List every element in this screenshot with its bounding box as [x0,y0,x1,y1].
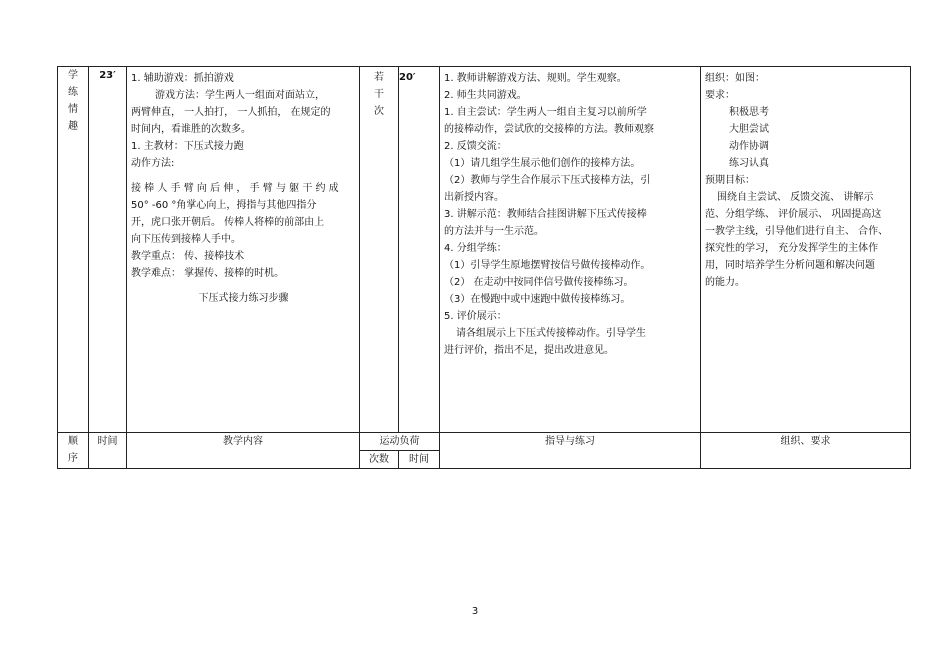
org-line: 探究性的学习， 充分发挥学生的主体作 [705,243,879,254]
lesson-plan-table [57,66,911,469]
count-value: 若干次 [374,72,384,117]
content-line: 开，虎口张开朝后。 传棒人将棒的前部由上 [131,217,325,228]
content-line: 两臂伸直， 一人拍打， 一人抓拍， 在规定的 [131,107,331,118]
guide-line: （2）教师与学生合作展示下压式接棒方法，引 [444,175,651,186]
header-count: 次数 [360,451,399,469]
guide-cell [440,67,701,433]
duration-cell [399,67,440,433]
header-content: 教学内容 [127,433,360,469]
time-value: 23′ [99,70,116,81]
org-line: 用，同时培养学生分析问题和解决问题 [705,260,875,271]
org-cell [701,67,911,433]
header-load: 运动负荷 [360,433,440,451]
content-line: 教学难点： 掌握传、接棒的时机。 [131,268,285,279]
org-line: 动作协调 [729,141,769,152]
content-line: 1. 辅助游戏：抓拍游戏 [131,73,234,84]
guide-line: （1）请几组学生展示他们创作的接棒方法。 [444,158,641,169]
content-cell [127,67,360,433]
section-cell [58,67,89,433]
content-line: 时间内，看谁胜的次数多。 [131,124,251,135]
guide-line: 1. 自主尝试：学生两人一组自主复习以前所学 [444,107,647,118]
org-line: 围绕自主尝试、 反馈交流、 讲解示 [717,192,874,203]
guide-line: 出新授内容。 [444,192,504,203]
content-line: 1. 主教材：下压式接力跑 [131,141,244,152]
section-label: 学练情趣 [68,70,78,132]
content-line: 教学重点： 传、接棒技术 [131,251,245,262]
org-line: 练习认真 [729,158,769,169]
guide-line: 2. 反馈交流： [444,141,507,152]
content-line: 游戏方法：学生两人一组面对面站立， [155,90,325,101]
org-line: 大胆尝试 [729,124,769,135]
header-seq: 顺序 [58,433,89,469]
guide-line: 的方法并与一生示范。 [444,226,544,237]
count-cell [360,67,399,433]
guide-line: （1）引导学生原地摆臂按信号做传接棒动作。 [444,260,651,271]
guide-line: 5. 评价展示： [444,311,507,322]
header-time: 时间 [89,433,127,469]
header-row [58,433,911,451]
time-cell [89,67,127,433]
lesson-row [58,67,911,433]
duration-value: 20′ [399,72,416,83]
guide-line: （2） 在走动中按同伴信号做传接棒练习。 [444,277,634,288]
org-line: 组织：如图： [705,73,765,84]
guide-line: （3）在慢跑中或中速跑中做传接棒练习。 [444,294,631,305]
header-guide: 指导与练习 [440,433,701,469]
content-line: 下压式接力练习步骤 [198,293,289,304]
guide-line: 进行评价，指出不足，提出改进意见。 [444,345,614,356]
content-line: 50° -60 °角掌心向上，拇指与其他四指分 [131,200,317,211]
guide-line: 3. 讲解示范：教师结合挂图讲解下压式传接棒 [444,209,647,220]
guide-line: 1. 教师讲解游戏方法、规则。学生观察。 [444,73,627,84]
guide-line: 的接棒动作，尝试欣的交接棒的方法。教师观察 [444,124,654,135]
org-line: 预期目标： [705,175,755,186]
org-line: 积极思考 [729,107,769,118]
content-line: 向下压传到接棒人手中。 [131,234,241,245]
org-line: 的能力。 [705,277,745,288]
guide-line: 2. 师生共同游戏。 [444,90,527,101]
org-line: 一教学主线，引导他们进行自主、 合作、 [705,226,889,237]
content-line: 动作方法: [131,158,175,169]
guide-line: 4. 分组学练： [444,243,507,254]
guide-line: 请各组展示上下压式传接棒动作。引导学生 [456,328,646,339]
page-number: 3 [471,606,479,617]
org-line: 要求： [705,90,735,101]
header-load-time: 时间 [399,451,440,469]
org-line: 范、分组学练、 评价展示、 巩固提高这 [705,209,882,220]
header-org: 组织、要求 [701,433,911,469]
content-line: 接 棒 人 手 臂 向 后 伸 ， 手 臂 与 躯 干 约 成 [131,183,339,194]
